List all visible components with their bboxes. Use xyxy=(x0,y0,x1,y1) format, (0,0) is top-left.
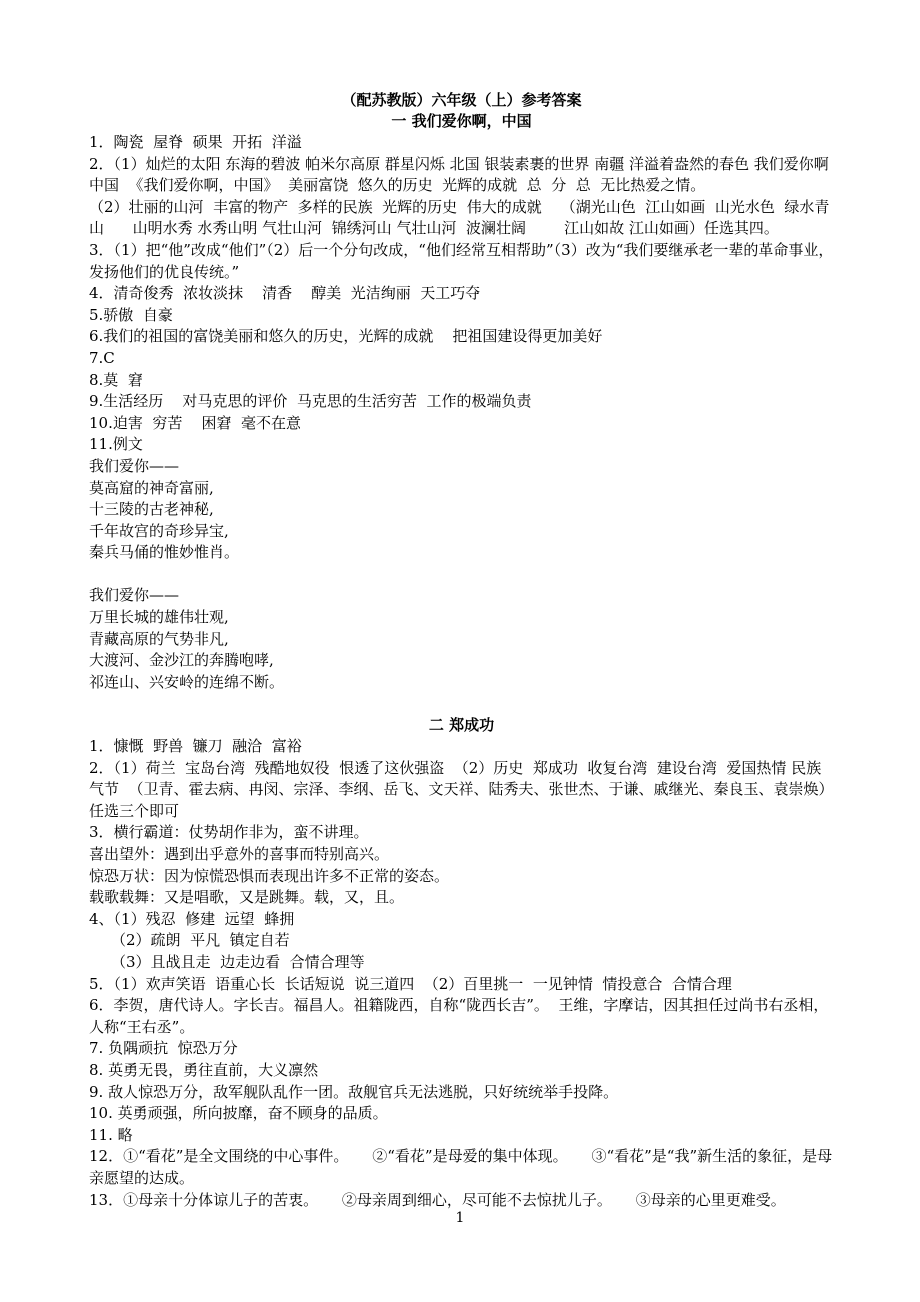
answer-line: 惊恐万状：因为惊慌恐惧而表现出许多不正常的姿态。 xyxy=(89,866,450,885)
poem-line: 万里长城的雄伟壮观, xyxy=(89,608,229,627)
answer-line: 3．横行霸道：仗势胡作非为，蛮不讲理。 xyxy=(89,823,369,842)
answer-line: 9.生活经历 对马克思的评价 马克思的生活穷苦 工作的极端负责 xyxy=(89,392,532,411)
answer-line: 7.C xyxy=(89,348,115,367)
answer-line: 6．李贺，唐代诗人。字长吉。福昌人。祖籍陇西，自称“陇西长吉”。 王维，字摩诘，因其担任过尚书右丞相，人称“王右丞”。 xyxy=(89,996,829,1036)
answer-line: 11.例文 xyxy=(89,435,143,454)
section-heading-1: 一 我们爱你啊，中国 xyxy=(391,112,532,130)
poem-line: 大渡河、金沙江的奔腾咆哮, xyxy=(89,651,274,670)
poem-line: 祁连山、兴安岭的连绵不断。 xyxy=(89,672,285,691)
answer-line: （3）且战且走 边走边看 合情合理等 xyxy=(111,952,365,971)
document-title: （配苏教版）六年级（上）参考答案 xyxy=(341,91,582,109)
answer-line: 4、（1）残忍 修建 远望 蜂拥 xyxy=(89,909,295,928)
answer-line: 7. 负隅顽抗 惊恐万分 xyxy=(89,1039,238,1058)
answer-line: 5.骄傲 自豪 xyxy=(89,305,173,324)
answer-line: 13．①母亲十分体谅儿子的苦衷。 ②母亲周到细心，尽可能不去惊扰儿子。 ③母亲的心里更难受。 xyxy=(89,1190,786,1209)
poem-line: 我们爱你—— xyxy=(89,586,180,605)
answer-line: 11. 略 xyxy=(89,1125,133,1144)
answer-line: （2）壮丽的山河 丰富的物产 多样的民族 光辉的历史 伟大的成就 （湖光山色 江山如画 山光水色 绿水青山 山明水秀 水秀山明 气壮山河 锦绣河山 气壮山河 波澜壮阔 江山如故 江山如画）任选其四。 xyxy=(89,197,830,238)
poem-line: 秦兵马俑的惟妙惟肖。 xyxy=(89,543,240,562)
answer-line: （2）疏朗 平凡 镇定自若 xyxy=(111,931,290,950)
page-number: 1 xyxy=(455,1210,465,1226)
answer-line: 9. 敌人惊恐万分，敌军舰队乱作一团。敌舰官兵无法逃脱，只好统统举手投降。 xyxy=(89,1082,619,1101)
answer-line: 2．（1）灿烂的太阳 东海的碧波 帕米尔高原 群星闪烁 北国 银装素裹的世界 南疆 洋溢着盎然的春色 我们爱你啊 中国 《我们爱你啊，中国》 美丽富饶 悠久的历史 光辉的成就 总 分 总 无比热爱之情。 xyxy=(89,154,839,195)
spacer xyxy=(89,693,834,715)
answer-line: 10. 英勇顽强，所向披靡，奋不顾身的品质。 xyxy=(89,1104,388,1123)
document-body xyxy=(89,90,839,1211)
answer-line: 1．陶瓷 屋脊 硕果 开拓 洋溢 xyxy=(89,133,302,151)
poem-line: 十三陵的古老神秘, xyxy=(89,500,214,519)
spacer xyxy=(89,564,834,586)
poem-line: 青藏高原的气势非凡, xyxy=(89,629,229,648)
poem-line: 莫高窟的神奇富丽, xyxy=(89,478,214,497)
answer-line: 喜出望外：遇到出乎意外的喜事而特别高兴。 xyxy=(89,845,390,863)
answer-line: 3．（1）把“他”改成“他们”（2）后一个分句改成，“他们经常互相帮助”（3）改为“我们要继承老一辈的革命事业，发扬他们的优良传统。” xyxy=(89,240,834,281)
answer-line: 1．慷慨 野兽 镰刀 融洽 富裕 xyxy=(89,737,302,756)
answer-line: 6.我们的祖国的富饶美丽和悠久的历史，光辉的成就 把祖国建设得更加美好 xyxy=(89,327,603,346)
answer-line: 2．（1）荷兰 宝岛台湾 残酷地奴役 恨透了这伙强盗 （2）历史 郑成功 收复台湾 建设台湾 爱国热情 民族气节 （卫青、霍去病、冉闵、宗泽、李纲、岳飞、文天祥、陆秀夫、张世杰、于谦、戚继光、秦良玉、袁崇焕）任选三个即可 xyxy=(89,758,834,820)
answer-line: 12．①“看花”是全文围绕的中心事件。 ②“看花”是母爱的集中体现。 ③“看花”是“我”新生活的象征，是母亲愿望的达成。 xyxy=(89,1147,833,1187)
poem-line: 千年故宫的奇珍异宝, xyxy=(89,521,229,540)
answer-line: 5．（1）欢声笑语 语重心长 长话短说 说三道四 （2）百里挑一 一见钟情 情投意合 合情合理 xyxy=(89,974,732,993)
section-1-answers xyxy=(89,132,839,693)
section-2-answers xyxy=(89,736,834,1211)
answer-line: 8. 英勇无畏，勇往直前，大义凛然 xyxy=(89,1060,319,1079)
answer-line: 8.莫 窘 xyxy=(89,370,143,389)
answer-line: 4．清奇俊秀 浓妆淡抹 清香 醇美 光洁绚丽 天工巧夺 xyxy=(89,284,481,303)
section-heading-2: 二 郑成功 xyxy=(428,716,495,735)
poem-line: 我们爱你—— xyxy=(89,456,180,475)
answer-line: 载歌载舞：又是唱歌，又是跳舞。载，又，且。 xyxy=(89,888,405,907)
answer-line: 10.迫害 穷苦 困窘 毫不在意 xyxy=(89,413,302,432)
